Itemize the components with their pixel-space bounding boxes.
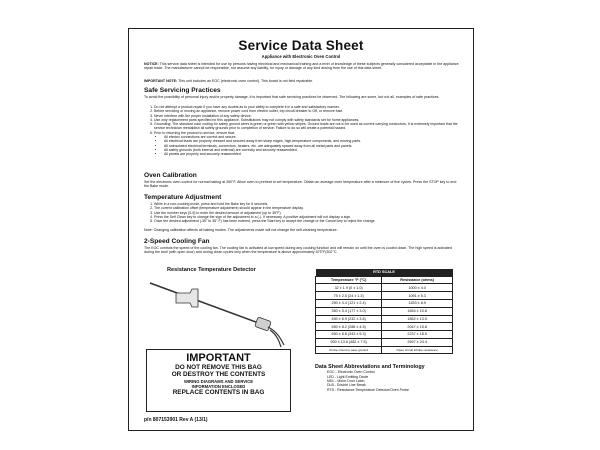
table-row <box>316 323 453 331</box>
table-footer-row <box>316 346 453 353</box>
list-item: 3. Never interfere with the proper installation of any safety device. <box>154 114 460 118</box>
column-header: Temperature °F (°C) <box>316 276 382 284</box>
table-cell: 900 ± 13.6 (482 ± 7.5) <box>316 338 382 346</box>
table-cell: 2697 ± 24.4 <box>382 338 453 346</box>
page-title: Service Data Sheet <box>238 38 364 53</box>
list-item: 1. Do not attempt a product repair if you have any doubts as to your ability to complete it in a safe and satisfactory manner. <box>154 105 460 109</box>
page-subtitle: Appliance with Electronic Oven Control <box>261 54 341 59</box>
service-data-sheet <box>128 28 474 431</box>
table-footer-cell: Probe circuit to case ground <box>316 346 382 353</box>
table-cell: 2047 ± 15.8 <box>382 323 453 331</box>
safe-practices-intro: To avoid the possibility of personal injury and/or property damage, it is important that safe servicing practices be observed. The following are some, but not all, examples of safe practices. <box>144 95 440 99</box>
cooling-fan-text: The EOC controls the speed of the cooling fan. The cooling fan is activated at low speed during any cooking function and will remain on until the oven is cooled down. The high speed is activated during the broil (with open door) and during clean cycles only when the temperature is above approximately 575°F(302°C. <box>144 246 452 255</box>
list-item: 3. Use the number keys (0-9) to enter the desired amount of adjustment (up to 35°F). <box>154 211 460 215</box>
list-item <box>154 131 460 157</box>
list-item: 4. Press the Self Clean key to change the sign of the adjustment to a (-). If necessary. A positive adjustment will not display a sign. <box>154 215 460 219</box>
rtd-scale-table-wrap <box>315 269 453 354</box>
list-item: 5. Once the desired adjustment (-35° to 35° F) has been entered, press the Start key to accept the change or the Cancel key to reject the change. <box>154 219 460 223</box>
table-cell: 1852 ± 13.5 <box>382 315 453 323</box>
important-note-label: IMPORTANT NOTE: <box>144 79 178 83</box>
table-footer-cell: Open circuit infinite resistance <box>382 346 453 353</box>
list-item: 5. Grounding: The standard color coding for safety ground wires is green or green with yellow stripes. Ground leads are not to be used as current carrying conductors. It is extremely important that the service technician reestablish all safety grounds prior to completion of service. Failure to do so will create a potential hazard. <box>154 122 460 131</box>
important-heading: IMPORTANT <box>186 352 251 364</box>
list-item: 2. The current calibration offset (temperature adjustment) should appear in the temperature display. <box>154 206 460 210</box>
safe-practices-list <box>144 105 460 157</box>
table-row <box>316 338 453 346</box>
table-row <box>316 299 453 307</box>
table-cell: 650 ± 8.8 (343 ± 5.3) <box>316 331 382 339</box>
important-small-line: WIRING DIAGRAMS AND SERVICE <box>183 378 254 384</box>
sublist-item: • All uninsulated electrical terminals, connectors, heaters, etc. are adequately spaced away from all metal parts and panels. <box>164 144 460 148</box>
important-line: REPLACE CONTENTS IN BAG <box>172 388 265 396</box>
table-row <box>316 284 453 292</box>
notice-text: This service data sheet is intended for use by persons having electrical and mechanical training and a level of knowledge of these subjects generally considered acceptable in the appliance repair trade. The manufacturer cannot be responsible, nor assume any liability, for injury or damage of any kind arising from the use of this data sheet. <box>144 62 459 71</box>
abbreviation-item: RTD - Resistance Temperature Detector/Oven Probe <box>327 387 409 392</box>
safe-practices-heading: Safe Servicing Practices <box>144 87 221 94</box>
table-row <box>316 315 453 323</box>
sublist-item: • All electric connections are correct and secure. <box>164 135 460 139</box>
list-item: 1. While in a non-cooking mode, press and hold the Bake key for 6 seconds. <box>154 202 460 206</box>
probe-title: Resistance Temperature Detector <box>167 267 256 273</box>
sublist <box>154 135 460 156</box>
temperature-adjustment-note: Note: Changing calibration affects all baking modes. The adjustments made will not change the self-cleaning temperature. <box>144 228 338 232</box>
temperature-adjustment-list <box>144 202 460 223</box>
list-item: 4. Use only replacement parts specified for this appliance. Substitutions may not comply with safety standards set for home appliances. <box>154 118 460 122</box>
table-cell: 2237 ± 18.5 <box>382 331 453 339</box>
table-cell: 350 ± 5.4 (177 ± 3.0) <box>316 307 382 315</box>
important-notice-box <box>146 349 291 412</box>
notice-label: NOTICE: <box>144 62 159 66</box>
table-cell: 32 ± 1.9 (0 ± 1.0) <box>316 284 382 292</box>
cooling-fan-heading: 2-Speed Cooling Fan <box>144 238 210 245</box>
column-header: Resistance (ohms) <box>382 276 453 284</box>
table-row <box>316 307 453 315</box>
table-cell: 75 ± 2.5 (24 ± 1.3) <box>316 292 382 300</box>
table-row <box>316 292 453 300</box>
abbreviation-item: EOC - Electronic Oven Control <box>327 370 375 375</box>
notice-paragraph <box>144 62 460 71</box>
list-item-text: Prior to returning the product to service, ensure that: <box>154 130 235 135</box>
temperature-probe-illustration <box>146 275 291 353</box>
sublist-item: • All safety grounds (both internal and external) are correctly and securely reassembled. <box>164 148 460 152</box>
oven-calibration-text: Set the electronic oven control for normal baking at 350°F. Allow oven to preheat to set temperature. Obtain an average oven temperature after a minimum of five cycles. Press the STOP key to end the Bake mode. <box>144 180 457 189</box>
abbreviations-heading: Data Sheet Abbreviations and Terminology <box>315 364 425 370</box>
probe-mounting-bracket <box>176 289 198 307</box>
abbreviation-item: LED - Light Emitting Diode <box>327 374 369 379</box>
list-item: 2. Before servicing or moving an appliance, remove power cord from electric outlet, trip circuit breaker to Off, or remove fuse. <box>154 109 460 113</box>
important-note-paragraph <box>144 79 460 83</box>
table-cell: 1091 ± 5.3 <box>382 292 453 300</box>
important-note-text: This unit includes an EOC (electronic oven control). This board is not field repairable. <box>178 79 314 83</box>
table-cell: 1000 ± 4.0 <box>382 284 453 292</box>
probe-connector <box>255 317 272 331</box>
part-number: p/n 807153901 Rev A (13/1) <box>144 417 208 423</box>
table-cell: 250 ± 4.4 (121 ± 2.4) <box>316 299 382 307</box>
table-cell: 1654 ± 10.8 <box>382 307 453 315</box>
table-cell: 1453 ± 8.9 <box>382 299 453 307</box>
rtd-table-title: RTD SCALE <box>316 269 453 276</box>
probe-rod <box>150 283 264 325</box>
abbreviations-section <box>315 364 465 392</box>
rtd-scale-table <box>315 269 453 354</box>
table-cell: 550 ± 8.2 (288 ± 4.5) <box>316 323 382 331</box>
table-cell: 450 ± 6.9 (232 ± 3.6) <box>316 315 382 323</box>
important-line: OR DESTROY THE CONTENTS <box>171 371 266 379</box>
abbreviation-item: MDL - Motor Door Latch <box>327 379 365 384</box>
table-row <box>316 331 453 339</box>
abbreviation-item: DLB - Double Line Break <box>327 383 366 388</box>
sublist-item: • All panels are properly and securely reassembled. <box>164 152 460 156</box>
sublist-item: • All electrical leads are properly dressed and secured away from sharp edges, high-temperature components, and moving parts. <box>164 139 460 143</box>
important-line: DO NOT REMOVE THIS BAG <box>175 364 262 371</box>
temperature-adjustment-heading: Temperature Adjustment <box>144 194 222 201</box>
important-small-line: INFORMATION ENCLOSED <box>191 383 246 389</box>
oven-calibration-heading: Oven Calibration <box>144 172 197 179</box>
